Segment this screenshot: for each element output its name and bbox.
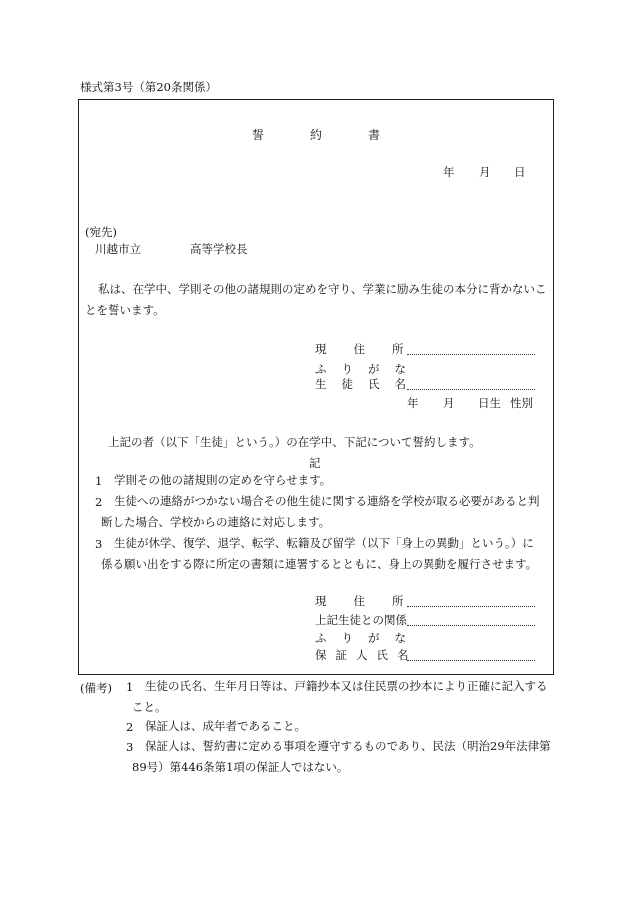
addressee-label: (宛先): [85, 225, 117, 239]
item-2-text: 生徒への連絡がつかない場合その他生徒に関する連絡を学校が取る必要があると判断した場合、学校からの連絡に対応します。: [101, 494, 540, 529]
guarantor-address-line[interactable]: [407, 606, 535, 607]
note-1-text: 生徒の氏名、生年月日等は、戸籍抄本又は住民票の抄本により正確に記入すること。: [132, 679, 548, 714]
date-year: 年: [443, 165, 455, 179]
pledge-text: 私は、在学中、学則その他の諸規則の定めを守り、学業に励み生徒の本分に背かないことを誓います。: [85, 282, 547, 317]
item-3-text: 生徒が休学、復学、退学、転学、転籍及び留学（以下「身上の異動」という。）に係る願い出をする際に所定の書類に連署するとともに、身上の異動を履行させます。: [101, 536, 538, 571]
agreement-intro: 上記の者（以下「生徒」という。）の在学中、下記について誓約します。: [108, 435, 481, 449]
date-day: 日: [514, 165, 526, 179]
guarantor-address-label: 現 住 所: [315, 594, 404, 608]
title-char-1: 誓: [252, 128, 265, 142]
note-3-text: 保証人は、誓約書に定める事項を遵守するものであり、民法（明治29年法律第89号）第446条第1項の保証人ではない。: [132, 739, 551, 774]
note-2-number: 2: [126, 720, 134, 734]
item-3-number: 3: [95, 537, 103, 551]
gender-label: 性別: [510, 396, 533, 410]
title-char-3: 書: [368, 128, 381, 142]
title-char-2: 約: [310, 128, 323, 142]
student-name-label: 生 徒 氏 名: [315, 377, 406, 391]
note-2-text: 保証人は、成年者であること。: [145, 719, 306, 733]
note-1-number: 1: [126, 680, 134, 694]
note-3-number: 3: [126, 740, 134, 754]
item-1-number: 1: [95, 474, 103, 488]
guarantor-name-label: 保 証 人 氏 名: [315, 648, 409, 662]
guarantor-relation-line[interactable]: [407, 625, 535, 626]
student-address-label: 現 住 所: [315, 342, 404, 356]
student-furigana-label: ふ り が な: [315, 362, 406, 376]
item-2-number: 2: [95, 495, 103, 509]
addressee-school: 高等学校長: [190, 242, 248, 256]
guarantor-relation-label: 上記生徒との関係: [315, 613, 407, 627]
item-1-text: 学則その他の諸規則の定めを守らせます。: [114, 473, 332, 487]
guarantor-furigana-label: ふ り が な: [315, 631, 406, 645]
addressee-city: 川越市立: [95, 242, 141, 256]
form-number-label: 様式第3号（第20条関係）: [80, 80, 217, 94]
student-address-line[interactable]: [407, 354, 535, 355]
birth-year: 年: [407, 396, 419, 410]
date-month: 月: [479, 165, 491, 179]
notes-label: (備考): [80, 681, 112, 695]
guarantor-name-line[interactable]: [407, 660, 535, 661]
student-name-line[interactable]: [407, 389, 535, 390]
ki-heading: 記: [309, 456, 321, 470]
birth-day: 日生: [478, 396, 501, 410]
birth-month: 月: [443, 396, 455, 410]
